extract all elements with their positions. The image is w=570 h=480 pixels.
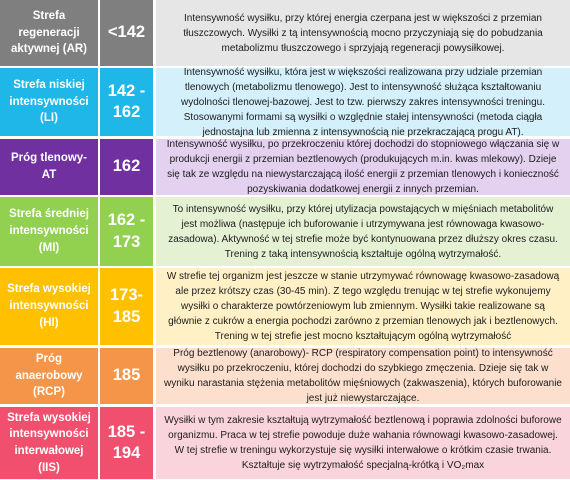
zone-description: Intensywność wysiłku, po przekroczeniu której dochodzi do stopniowego włączania się w produkcji energii z przemian beztlenowych (produkujących m.in. kwas mlekowy). Dzieje się tak ze względu na niewystarczającą ilość energii z przemian tlenowych i konieczność pozyskiwania dodatkowej energii z innych przemian. xyxy=(156,139,570,195)
zone-row-rcp xyxy=(0,348,570,404)
heart-rate-range: 173- 185 xyxy=(100,268,153,345)
zone-name: Strefa wysokiej intensywności interwałowej (IIS) xyxy=(0,407,98,479)
zone-name: Próg tlenowy- AT xyxy=(0,139,98,195)
zone-description: Próg beztlenowy (anarobowy)- RCP (respiratory compensation point) to intensywność wysiłku po przekroczeniu, której dochodzi do szybkiego zmęczenia. Dzieje się tak w wyniku narastania stężenia metabolitów mięśniowych (zakwaszenia), których buforowanie jest już niewystarczające. xyxy=(156,348,570,404)
zone-description: Intensywność wysiłku, która jest w większości realizowana przy udziale przemian tlenowych (metabolizmu tlenowego). Jest to intensywność służąca kształtowaniu wydolności tlenowej-bazowej. Jest to tzw. pierwszy zakres intensywności treningu. Stosowanymi formami są wysiłki o względnie stałej intensywności (metoda ciągła jednostajna lub zmienna z intensywnością nie przekraczającą progu AT). xyxy=(156,68,570,136)
zone-row-mi xyxy=(0,197,570,266)
heart-rate-range: 162 xyxy=(100,139,153,195)
zone-row-iis xyxy=(0,407,570,479)
zone-row-li xyxy=(0,68,570,136)
zone-description: Intensywność wysiłku, przy której energia czerpana jest w większości z przemian tłuszczowych. Wysiłki z tą intensywnością mocno przyczyniają się do pobudzania metabolizmu tłuszczowego i sprzyjają regeneracji powysiłkowej. xyxy=(156,0,570,66)
heart-rate-range: 162 - 173 xyxy=(100,197,153,266)
zone-row-at xyxy=(0,139,570,195)
zone-row-ar xyxy=(0,0,570,66)
zone-name: Strefa niskiej intensywności (LI) xyxy=(0,68,98,136)
heart-rate-range: 185 - 194 xyxy=(100,407,153,479)
heart-rate-range: 142 - 162 xyxy=(100,68,153,136)
zone-description: Wysiłki w tym zakresie kształtują wytrzymałość beztlenową i poprawia zdolności buforowe organizmu. Praca w tej strefie powoduje duże wahania równowagi kwasowo-zasadowej. W tej strefie w treningu wykorzystuje się wysiłki interwałowe o krótkim czasie trwania. Kształtuje się wytrzymałość specjalną-krótką i VO₂max xyxy=(156,407,570,479)
zone-row-hi xyxy=(0,268,570,345)
zone-description: W strefie tej organizm jest jeszcze w stanie utrzymywać równowagę kwasowo-zasadową ale przez krótszy czas (30-45 min). Z tego względu trenując w tej strefie wykonujemy wysiłki o charakterze powtórzeniowym lub zmiennym. Wysiłki takie realizowane są głównie z cukrów a energia pochodzi zarówno z przemian tlenowych jak i beztlenowych. Trening w tej strefie jest mocno kształtującym ogólną wytrzymałość xyxy=(156,268,570,345)
zone-description: To intensywność wysiłku, przy której utylizacja powstających w mięśniach metabolitów jest możliwa (następuje ich buforowanie i utrzymywana jest równowaga kwasowo-zasadowa). Aktywność w tej strefie może być kontynuowana przez dłuższy okres czasu. Trening z taką intensywnością kształtuje ogólną wytrzymałość. xyxy=(156,197,570,266)
zone-name: Strefa wysokiej intensywności (HI) xyxy=(0,268,98,345)
heart-rate-range: 185 xyxy=(100,348,153,404)
zone-name: Strefa regeneracji aktywnej (AR) xyxy=(0,0,98,66)
heart-rate-range: <142 xyxy=(100,0,153,66)
zone-name: Strefa średniej intensywności (MI) xyxy=(0,197,98,266)
zone-name: Próg anaerobowy (RCP) xyxy=(0,348,98,404)
